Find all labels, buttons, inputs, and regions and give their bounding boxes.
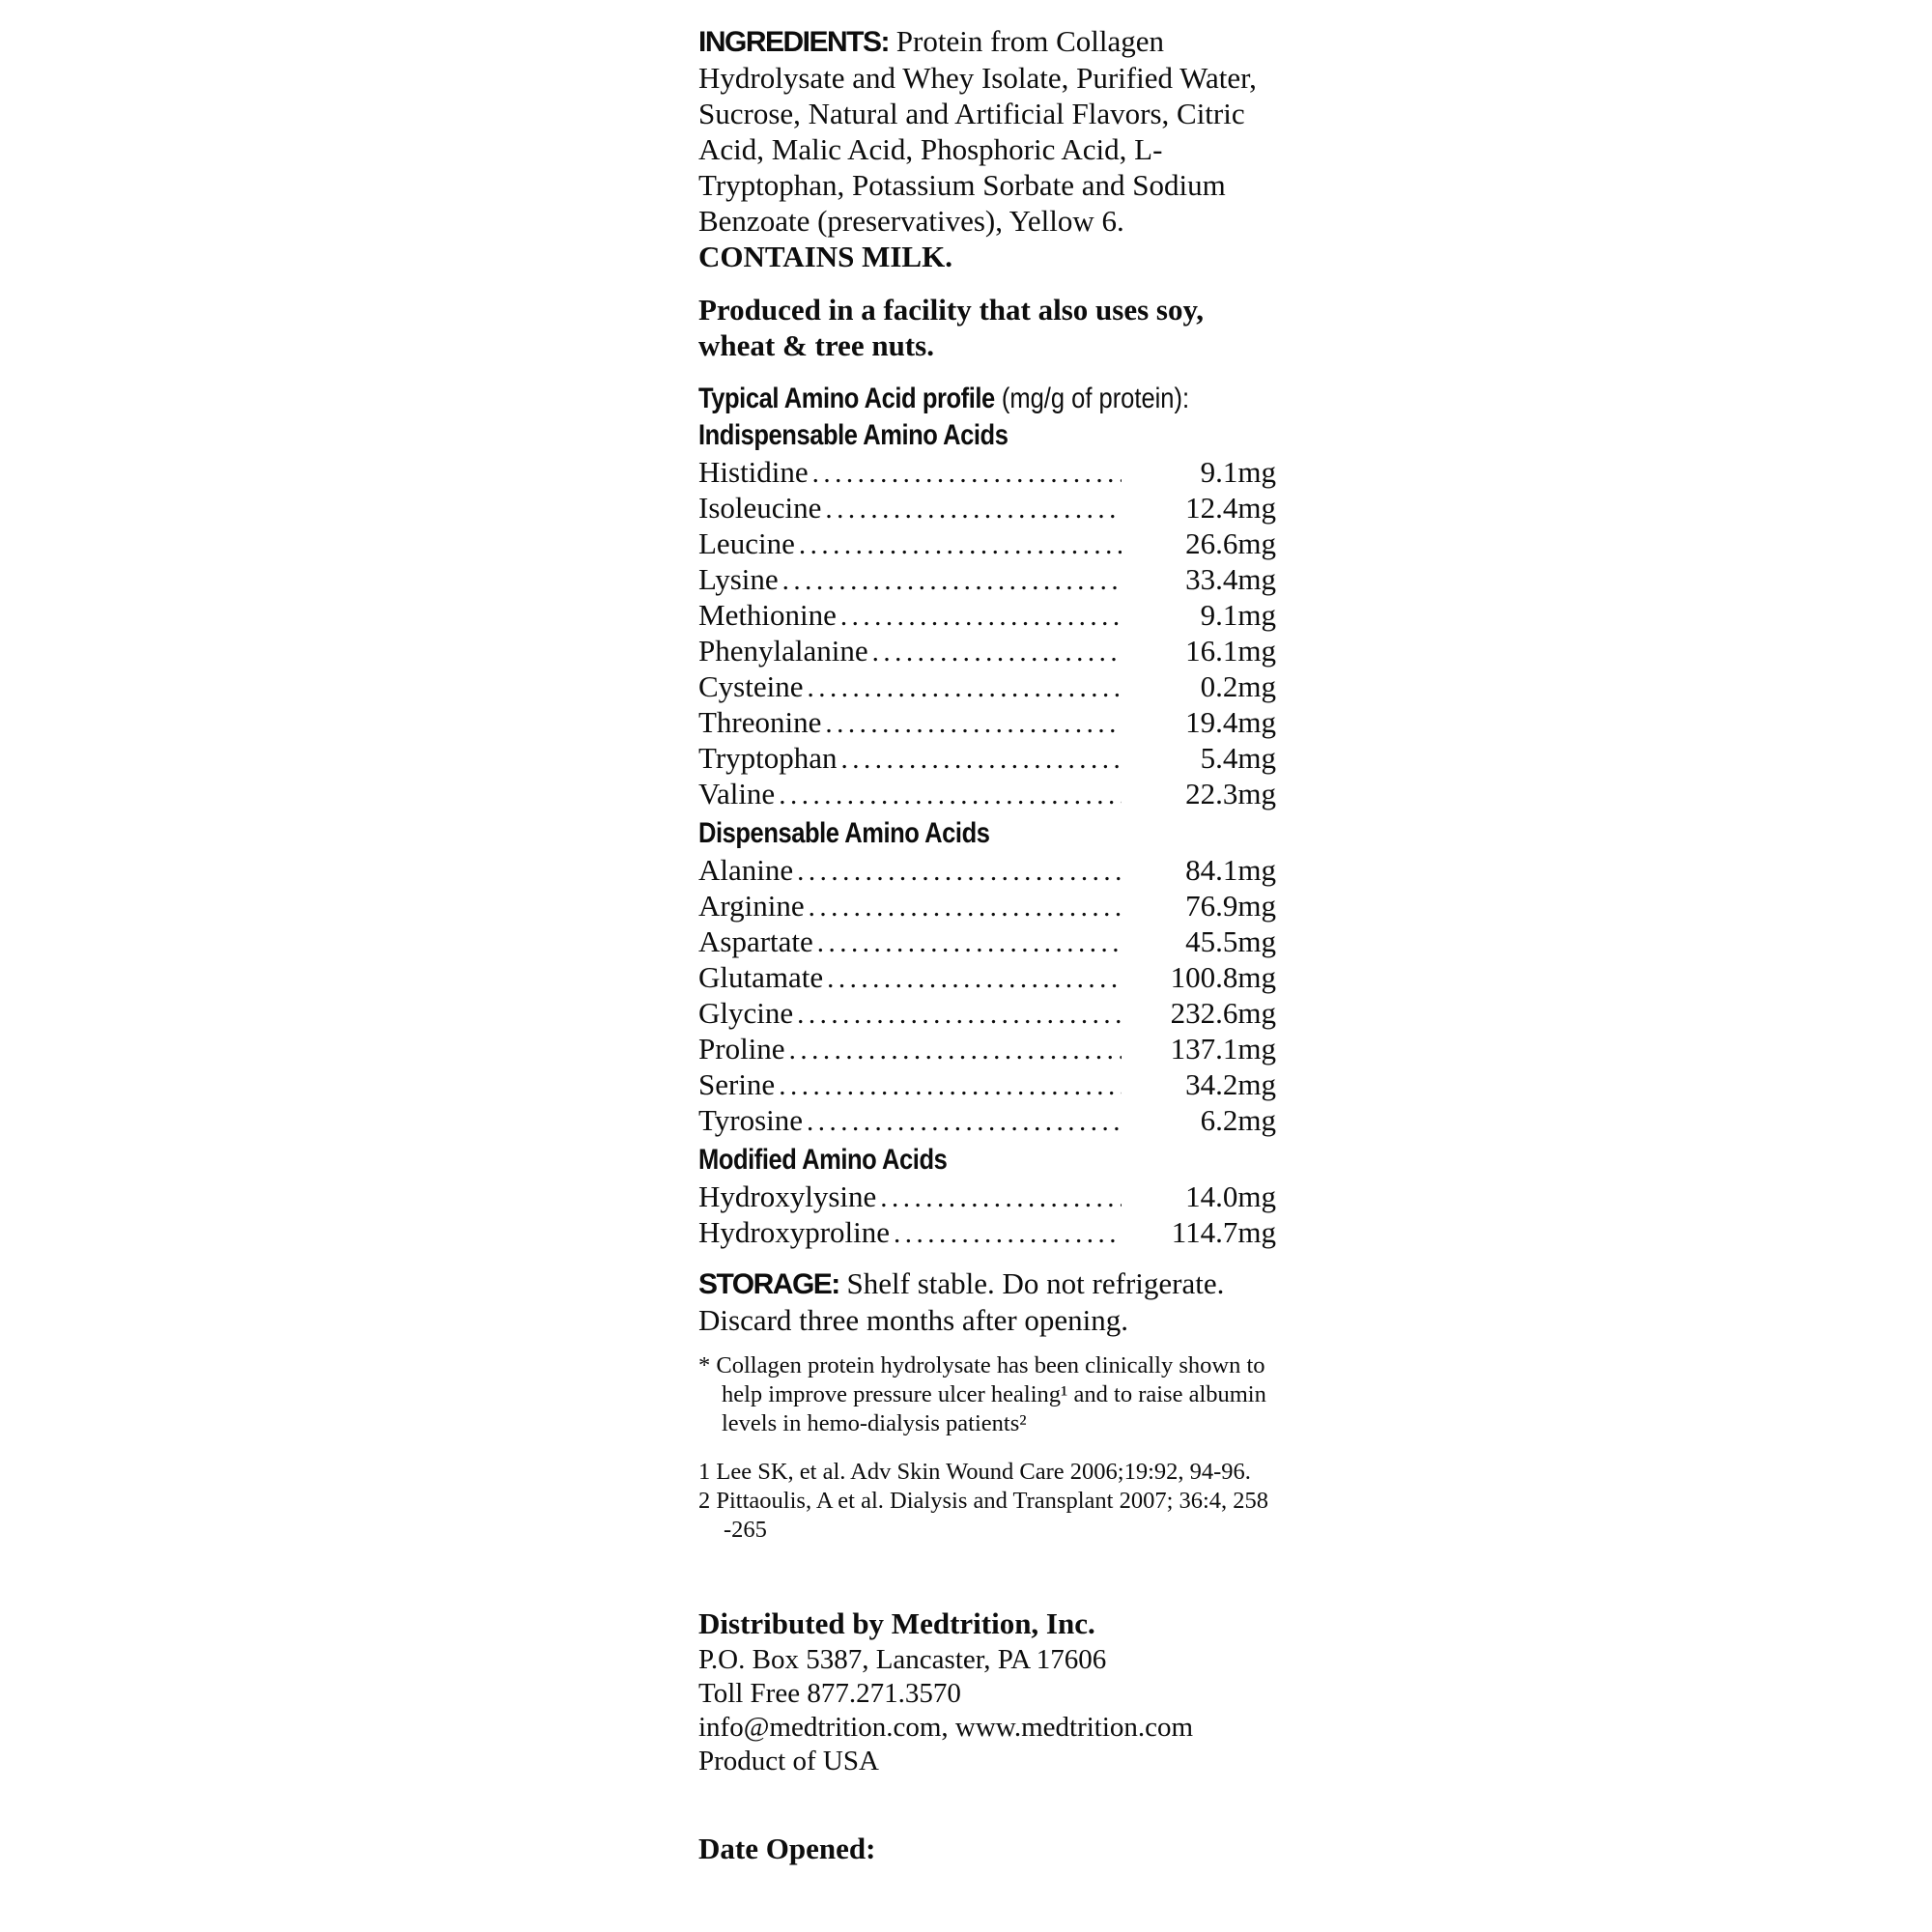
dot-leader [789, 1031, 1122, 1066]
amino-row [698, 526, 1276, 561]
collagen-footnote: * Collagen protein hydrolysate has been clinically shown to help improve pressure ulcer healing¹ and to raise albumin levels in hemo-dialysis patients² [698, 1352, 1266, 1436]
distributor-block [698, 1605, 1276, 1778]
amino-value: 100.8mg [1170, 960, 1276, 994]
storage-paragraph [698, 1265, 1276, 1338]
dot-leader [825, 490, 1122, 526]
amino-name: Hydroxylysine [698, 1179, 877, 1213]
amino-name: Tyrosine [698, 1103, 804, 1137]
amino-value: 14.0mg [1185, 1179, 1276, 1213]
amino-value: 76.9mg [1185, 889, 1276, 923]
dot-leader [840, 597, 1122, 633]
amino-name: Histidine [698, 455, 809, 489]
amino-value: 0.2mg [1200, 669, 1276, 703]
dot-leader [797, 995, 1122, 1031]
amino-row [698, 597, 1276, 633]
reference-2: 2 Pittaoulis, A et al. Dialysis and Transplant 2007; 36:4, 258 -265 [698, 1488, 1269, 1543]
amino-row [698, 740, 1276, 776]
amino-name: Glycine [698, 996, 794, 1030]
amino-name: Glutamate [698, 960, 824, 994]
amino-row [698, 668, 1276, 704]
dot-leader [812, 454, 1122, 490]
section-heading-label: Modified Amino Acids [698, 1144, 948, 1176]
ingredients-text: Protein from Collagen Hydrolysate and Whey Isolate, Purified Water, Sucrose, Natural and Artificial Flavors, Citric Acid, Malic Acid, Phosphoric Acid, L-Tryptophan, Potassium Sorbate and Sodium Benzoate (preservatives), Yellow 6. [698, 24, 1257, 238]
amino-row [698, 561, 1276, 597]
amino-row [698, 1102, 1276, 1138]
amino-value: 19.4mg [1185, 705, 1276, 739]
amino-name: Isoleucine [698, 491, 822, 525]
distributor-origin: Product of USA [698, 1746, 879, 1776]
section-heading-label: Indispensable Amino Acids [698, 419, 1009, 451]
distributor-phone: Toll Free 877.271.3570 [698, 1678, 961, 1709]
dot-leader [817, 923, 1122, 959]
amino-name: Hydroxyproline [698, 1215, 891, 1249]
distributor-name: Distributed by Medtrition, Inc. [698, 1606, 1095, 1640]
references [698, 1458, 1276, 1545]
ingredients-paragraph [698, 23, 1276, 274]
dot-leader [872, 633, 1122, 668]
dot-leader [880, 1179, 1122, 1214]
amino-value: 16.1mg [1185, 634, 1276, 668]
amino-name: Alanine [698, 853, 794, 887]
amino-row [698, 852, 1276, 888]
amino-row [698, 923, 1276, 959]
ingredients-label: INGREDIENTS: [698, 26, 890, 58]
amino-value: 9.1mg [1200, 598, 1276, 632]
distributor-contact: info@medtrition.com, www.medtrition.com [698, 1712, 1194, 1743]
amino-row [698, 1214, 1276, 1250]
dot-leader [807, 1102, 1122, 1138]
amino-value: 5.4mg [1200, 741, 1276, 775]
dot-leader [825, 704, 1122, 740]
dot-leader [894, 1214, 1122, 1250]
dot-leader [779, 1066, 1122, 1102]
amino-row [698, 490, 1276, 526]
dot-leader [841, 740, 1122, 776]
amino-name: Tryptophan [698, 741, 838, 775]
amino-profile-unit: (mg/g of protein): [1001, 383, 1190, 414]
amino-name: Phenylalanine [698, 634, 868, 668]
amino-value: 26.6mg [1185, 526, 1276, 560]
dot-leader [782, 561, 1122, 597]
dot-leader [827, 959, 1122, 995]
amino-row [698, 776, 1276, 811]
amino-row [698, 1066, 1276, 1102]
dot-leader [797, 852, 1122, 888]
label-column [698, 23, 1276, 1866]
amino-name: Lysine [698, 562, 779, 596]
contains-milk-statement: CONTAINS MILK. [698, 240, 952, 273]
amino-value: 9.1mg [1200, 455, 1276, 489]
amino-value: 34.2mg [1185, 1067, 1276, 1101]
amino-row [698, 704, 1276, 740]
amino-value: 6.2mg [1200, 1103, 1276, 1137]
section-heading-modified [698, 1142, 1189, 1179]
storage-text: Shelf stable. Do not refrigerate. Discard three months after opening. [698, 1266, 1225, 1337]
dot-leader [808, 668, 1122, 704]
dot-leader [779, 776, 1122, 811]
amino-name: Valine [698, 777, 776, 810]
date-opened-label: Date Opened: [698, 1832, 876, 1865]
amino-row [698, 454, 1276, 490]
amino-name: Cysteine [698, 669, 804, 703]
amino-value: 33.4mg [1185, 562, 1276, 596]
amino-row [698, 995, 1276, 1031]
amino-value: 114.7mg [1171, 1215, 1276, 1249]
amino-name: Arginine [698, 889, 805, 923]
amino-name: Leucine [698, 526, 795, 560]
amino-row [698, 888, 1276, 923]
amino-row [698, 959, 1276, 995]
dot-leader [799, 526, 1122, 561]
amino-row [698, 1179, 1276, 1214]
distributor-address: P.O. Box 5387, Lancaster, PA 17606 [698, 1644, 1107, 1675]
amino-row [698, 1031, 1276, 1066]
storage-label: STORAGE: [698, 1268, 839, 1300]
facility-notice: Produced in a facility that also uses soy, wheat & tree nuts. [698, 293, 1205, 362]
amino-value: 137.1mg [1170, 1032, 1276, 1065]
amino-name: Methionine [698, 598, 837, 632]
amino-row [698, 633, 1276, 668]
section-heading-dispensable [698, 815, 1189, 852]
amino-profile-title-line [698, 381, 1189, 417]
section-heading-indispensable [698, 417, 1189, 454]
amino-name: Threonine [698, 705, 822, 739]
amino-name: Aspartate [698, 924, 813, 958]
reference-1: 1 Lee SK, et al. Adv Skin Wound Care 2006;19:92, 94-96. [698, 1459, 1251, 1485]
amino-value: 232.6mg [1170, 996, 1276, 1030]
amino-name: Serine [698, 1067, 776, 1101]
amino-value: 12.4mg [1185, 491, 1276, 525]
amino-name: Proline [698, 1032, 785, 1065]
amino-profile-title: Typical Amino Acid profile [698, 383, 995, 414]
amino-value: 22.3mg [1185, 777, 1276, 810]
section-heading-label: Dispensable Amino Acids [698, 817, 990, 849]
amino-value: 45.5mg [1185, 924, 1276, 958]
dot-leader [809, 888, 1122, 923]
amino-value: 84.1mg [1185, 853, 1276, 887]
